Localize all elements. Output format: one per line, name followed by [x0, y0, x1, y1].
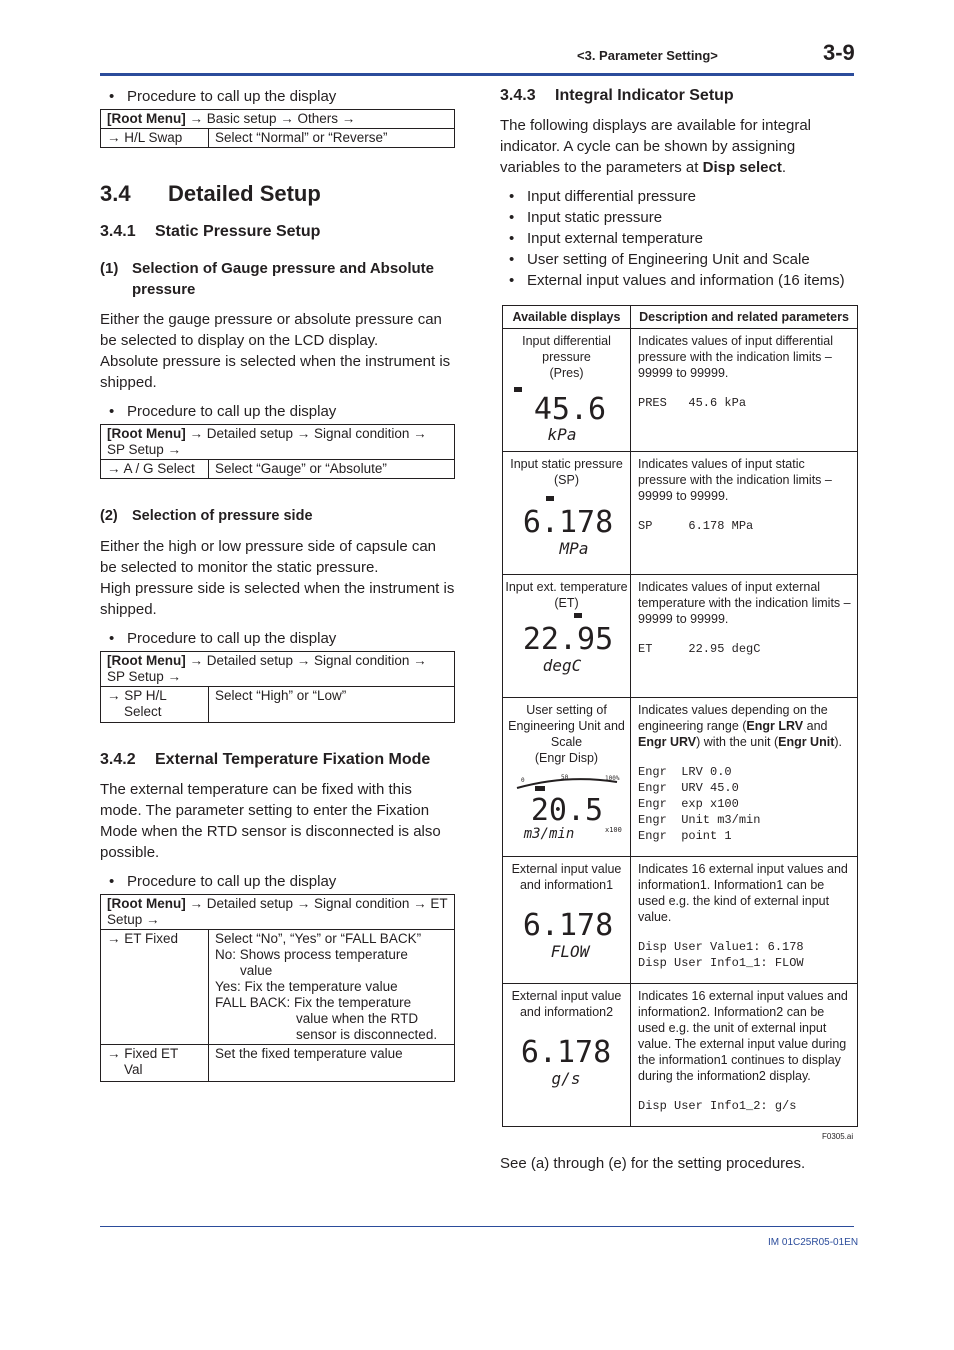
- menu-path: [Root Menu] → Detailed setup → Signal condition → SP Setup →: [101, 425, 455, 460]
- display-cell: User setting of Engineering Unit and Scale (Engr Disp) 0 50 100% 20.5 m3/min x100: [503, 698, 631, 857]
- section-heading: 3.4 Detailed Setup: [100, 181, 321, 206]
- paragraph: Either the high or low pressure side of capsule can be selected to monitor the static pressure.: [100, 538, 437, 576]
- table-row: [503, 698, 858, 857]
- desc-cell: Select “No”, “Yes” or “FALL BACK” No: Shows process temperature value Yes: Fix the temperature value FALL BACK: Fix the temperature value when the RTD sensor is disconnected.: [209, 930, 455, 1045]
- header-rule: [100, 73, 854, 76]
- display-list: [500, 186, 858, 291]
- param-cell: → ET Fixed: [101, 930, 209, 1045]
- lcd-value: 6.178: [522, 908, 613, 943]
- list-item: • User setting of Engineering Unit and Scale: [500, 249, 858, 270]
- procedure-table-ag-select: [100, 424, 455, 479]
- footer-rule: [100, 1226, 854, 1227]
- left-column: [100, 86, 455, 1082]
- description-cell: Indicates 16 external input values and information1. Information1 can be used e.g. the kind of external input value. Disp User Value1: 6.178 Disp User Info1_1: FLOW: [631, 857, 858, 984]
- parameter-code: ET 22.95 degC: [638, 642, 761, 656]
- procedure-table-hl-swap: [100, 109, 455, 148]
- lcd-display: [512, 385, 622, 445]
- param-cell: → SP H/L Select: [101, 687, 209, 723]
- parameter-code: Engr LRV 0.0 Engr URV 45.0 Engr exp x100 Engr Unit m3/min Engr point 1: [638, 765, 761, 843]
- lcd-unit: g/s: [551, 1069, 580, 1088]
- menu-path: [Root Menu] → Detailed setup → Signal condition → SP Setup →: [101, 652, 455, 687]
- item-heading-1: (1) Selection of Gauge pressure and Absolute pressure: [100, 260, 435, 298]
- desc-cell: Select “High” or “Low”: [209, 687, 455, 723]
- lcd-indicator-icon: [535, 786, 545, 791]
- description-cell: Indicates 16 external input values and information2. Information2 can be used e.g. the unit of external input value. The external input value during the information1 continues to display during the information2 display. Disp User Info1_2: g/s: [631, 984, 858, 1127]
- lcd-unit: degC: [542, 656, 581, 675]
- bar-label-0: 0: [520, 777, 525, 784]
- list-item: • Input differential pressure: [500, 186, 858, 207]
- lcd-unit: kPa: [547, 425, 576, 444]
- bar-label-50: 50: [560, 774, 568, 781]
- procedure-bullet: • Procedure to call up the display: [100, 871, 455, 892]
- table-row: [503, 329, 858, 452]
- desc-cell: Set the fixed temperature value: [209, 1045, 455, 1082]
- display-cell: Input differential pressure (Pres) 45.6 kPa: [503, 329, 631, 452]
- subsection-heading-3-4-2: 3.4.2 External Temperature Fixation Mode: [100, 751, 431, 768]
- lcd-display: [512, 901, 622, 967]
- table-row: [503, 984, 858, 1127]
- procedure-bullet: • Procedure to call up the display: [100, 628, 455, 649]
- param-cell: → Fixed ET Val: [101, 1045, 209, 1082]
- desc-cell: Select “Gauge” or “Absolute”: [209, 460, 455, 479]
- paragraph: Absolute pressure is selected when the instrument is shipped.: [100, 353, 451, 391]
- lcd-display: [512, 613, 622, 679]
- display-cell: Input ext. temperature (ET) 22.95 degC: [503, 575, 631, 698]
- procedure-bullet: • Procedure to call up the display: [100, 401, 455, 422]
- right-column: [500, 86, 858, 1174]
- paragraph: High pressure side is selected when the instrument is shipped.: [100, 580, 455, 618]
- document-code: IM 01C25R05-01EN: [768, 1237, 859, 1248]
- lcd-unit: FLOW: [550, 942, 589, 961]
- parameter-code: Disp User Value1: 6.178 Disp User Info1_1: FLOW: [638, 940, 804, 970]
- procedure-bullet: • Procedure to call up the display: [100, 86, 455, 107]
- menu-path: [Root Menu] → Detailed setup → Signal condition → ET Setup →: [101, 895, 455, 930]
- lcd-unit: MPa: [559, 539, 588, 558]
- item-heading-2: (2) Selection of pressure side: [100, 508, 313, 524]
- list-item: • External input values and information (16 items): [500, 270, 858, 291]
- table-row: [503, 857, 858, 984]
- lcd-value: 20.5: [530, 793, 603, 828]
- description-cell: Indicates values of input external temperature with the indication limits –99999 to 99999. ET 22.95 degC: [631, 575, 858, 698]
- display-table: [502, 305, 858, 1127]
- lcd-indicator-icon: [574, 613, 582, 618]
- display-cell: External input value and information1 6.178 FLOW: [503, 857, 631, 984]
- lcd-value: 6.178: [522, 505, 613, 540]
- lcd-value: 45.6: [533, 392, 606, 427]
- list-item: • Input external temperature: [500, 228, 858, 249]
- lcd-display: [512, 496, 622, 562]
- display-cell: Input static pressure (SP) 6.178 MPa: [503, 452, 631, 575]
- param-cell: → A / G Select: [101, 460, 209, 479]
- lcd-indicator-icon: [514, 387, 522, 392]
- paragraph: Either the gauge pressure or absolute pressure can be selected to display on the LCD display.: [100, 311, 442, 349]
- paragraph: See (a) through (e) for the setting procedures.: [500, 1155, 806, 1172]
- param-cell: → H/L Swap: [101, 129, 209, 148]
- lcd-multiplier: x100: [604, 826, 622, 834]
- desc-cell: Select “Normal” or “Reverse”: [209, 129, 455, 148]
- table-row: [503, 575, 858, 698]
- subsection-heading-3-4-3: 3.4.3 Integral Indicator Setup: [500, 87, 734, 104]
- paragraph: The following displays are available for integral indicator. A cycle can be shown by assigning variables to the parameters at Disp select.: [500, 117, 812, 176]
- list-item: • Input static pressure: [500, 207, 858, 228]
- figure-id: F0305.ai: [822, 1132, 854, 1141]
- column-header: Description and related parameters: [631, 306, 858, 329]
- menu-path: [Root Menu] → Basic setup → Others →: [101, 110, 455, 129]
- lcd-unit: m3/min: [523, 826, 574, 842]
- parameter-code: PRES 45.6 kPa: [638, 396, 747, 410]
- description-cell: Indicates values of input static pressure with the indication limits –99999 to 99999. SP 6.178 MPa: [631, 452, 858, 575]
- bar-label-100: 100%: [604, 775, 619, 782]
- lcd-indicator-icon: [546, 496, 554, 501]
- display-cell: External input value and information2 6.178 g/s: [503, 984, 631, 1127]
- lcd-display: [512, 1028, 622, 1094]
- table-row: [503, 452, 858, 575]
- procedure-table-sp-hl: [100, 651, 455, 723]
- lcd-value: 22.95: [522, 622, 613, 657]
- column-header: Available displays: [503, 306, 631, 329]
- description-cell: Indicates values depending on the engineering range (Engr LRV and Engr URV) with the unit (Engr Unit). Engr LRV 0.0 Engr URV 45.0 Engr exp x100 Engr Unit m3/min Engr point 1: [631, 698, 858, 857]
- procedure-table-et-setup: [100, 894, 455, 1082]
- page-number: 3-9: [823, 40, 855, 65]
- paragraph: The external temperature can be fixed with this mode. The parameter setting to enter the Fixation Mode when the RTD sensor is disconnected is also possible.: [100, 781, 441, 861]
- parameter-code: Disp User Info1_2: g/s: [638, 1099, 797, 1113]
- description-cell: Indicates values of input differential pressure with the indication limits –99999 to 99999. PRES 45.6 kPa: [631, 329, 858, 452]
- running-header: <3. Parameter Setting>: [577, 48, 718, 63]
- lcd-display: [509, 768, 625, 842]
- subsection-heading-3-4-1: 3.4.1 Static Pressure Setup: [100, 223, 321, 240]
- parameter-code: SP 6.178 MPa: [638, 519, 754, 533]
- lcd-value: 6.178: [520, 1035, 611, 1070]
